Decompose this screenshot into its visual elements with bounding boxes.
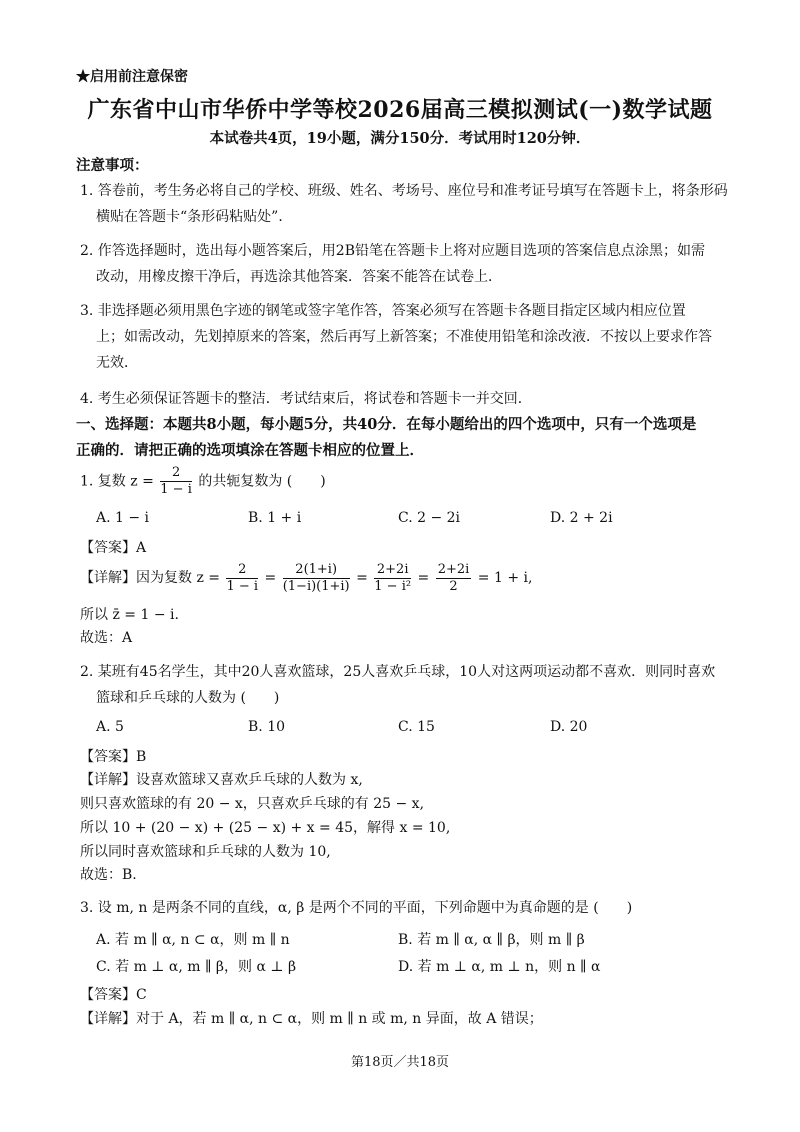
- q2-option-c: C. 15: [398, 719, 435, 735]
- notes-heading: 注意事项：: [76, 157, 149, 174]
- q1-option-d: D. 2 + 2i: [550, 510, 613, 526]
- q2-answer: 【答案】B: [80, 749, 147, 765]
- q3-option-d: D. 若 m ⊥ α, m ⊥ n，则 n ∥ α: [398, 959, 601, 975]
- question-1-post: 的共轭复数为 ( ): [198, 473, 326, 490]
- question-3-line-1: 3. 设 m, n 是两条不同的直线，α, β 是两个不同的平面，下列命题中为真命题的是 ( ): [80, 900, 633, 916]
- note-3-line-1: 3. 非选择题必须用黑色字迹的钢笔或签字笔作答，答案必须写在答题卡各题目指定区域内相应位置: [80, 303, 686, 319]
- q1-detail-fraction-1: [226, 562, 258, 595]
- equals-sign: =: [264, 570, 277, 586]
- q1-detail-fraction-3: [374, 562, 411, 595]
- note-4: 4. 考生必须保证答题卡的整洁．考试结束后，将试卷和答题卡一并交回．: [80, 391, 532, 407]
- q2-option-a: A. 5: [96, 719, 124, 735]
- q1-option-c: C. 2 − 2i: [398, 510, 461, 526]
- fraction-numerator: 2+2i: [374, 562, 411, 579]
- equals-sign: =: [417, 570, 430, 586]
- section-1-heading-line-1: 一、选择题：本题共8小题，每小题5分，共40分．在每小题给出的四个选项中，只有一个选项是: [76, 416, 697, 433]
- q2-detail-line-3: 所以 10 + (20 − x) + (25 − x) + x = 45，解得 x = 10,: [80, 820, 451, 836]
- question-2-line-2: 篮球和乒乓球的人数为 ( ): [96, 690, 280, 706]
- q1-detail-pre: 【详解】因为复数 z =: [80, 570, 221, 586]
- q2-detail-line-1: 【详解】设喜欢篮球又喜欢乒乓球的人数为 x,: [80, 772, 363, 788]
- note-2-line-2: 改动，用橡皮擦干净后，再选涂其他答案．答案不能答在试卷上．: [96, 269, 502, 285]
- section-1-heading-line-2: 正确的．请把正确的选项填涂在答题卡相应的位置上．: [76, 442, 424, 459]
- fraction-numerator: 2: [160, 465, 192, 482]
- q1-detail-line-2: 所以 z̄ = 1 − i.: [80, 607, 179, 623]
- confidential-label: ★启用前注意保密: [76, 69, 188, 85]
- page-subtitle: 本试卷共4页，19小题，满分150分．考试用时120分钟．: [209, 130, 591, 147]
- question-1-fraction: [160, 465, 192, 498]
- q3-answer: 【答案】C: [80, 987, 147, 1003]
- q1-detail-fraction-2: [283, 562, 350, 595]
- question-1: [80, 465, 326, 498]
- question-1-pre: 1. 复数 z =: [80, 473, 154, 490]
- note-3-line-2: 上；如需改动，先划掉原来的答案，然后再写上新答案；不准使用铅笔和涂改液．不按以上要求作答: [96, 329, 712, 345]
- q1-option-a: A. 1 − i: [96, 510, 150, 526]
- q2-option-b: B. 10: [248, 719, 286, 735]
- question-2-line-1: 2. 某班有45名学生，其中20人喜欢篮球，25人喜欢乒乓球，10人对这两项运动都不喜欢．则同时喜欢: [80, 664, 716, 680]
- fraction-denominator: 1 − i: [226, 578, 259, 594]
- equals-sign: =: [356, 570, 368, 586]
- q1-detail-fraction-4: [436, 562, 472, 595]
- note-1-line-2: 横贴在答题卡“条形码粘贴处”．: [96, 209, 293, 225]
- fraction-denominator: 1 − i²: [374, 578, 412, 594]
- q2-detail-line-5: 故选：B.: [80, 867, 137, 883]
- fraction-denominator: 2: [449, 578, 458, 594]
- fraction-denominator: (1−i)(1+i): [282, 578, 350, 594]
- q2-option-d: D. 20: [550, 719, 588, 735]
- fraction-numerator: 2: [226, 562, 258, 579]
- q1-detail-post: = 1 + i,: [477, 570, 533, 586]
- q1-detail-line-3: 故选：A: [80, 630, 133, 646]
- q2-detail-line-2: 则只喜欢篮球的有 20 − x，只喜欢乒乓球的有 25 − x,: [80, 796, 425, 812]
- fraction-numerator: 2+2i: [437, 561, 470, 577]
- q1-answer: 【答案】A: [80, 540, 147, 556]
- fraction-denominator: 1 − i: [160, 482, 192, 497]
- q2-detail-line-4: 所以同时喜欢篮球和乒乓球的人数为 10,: [80, 844, 331, 860]
- note-3-line-3: 无效．: [96, 355, 138, 371]
- fraction-numerator: 2(1+i): [283, 562, 350, 579]
- note-1-line-1: 1. 答卷前，考生务必将自己的学校、班级、姓名、考场号、座位号和准考证号填写在答题卡上，将条形码: [80, 183, 728, 199]
- page-title: 广东省中山市华侨中学等校2026届高三模拟测试(一)数学试题: [87, 97, 713, 123]
- q3-detail-line-1: 【详解】对于 A，若 m ∥ α, n ⊂ α，则 m ∥ n 或 m, n 异面，故 A 错误；: [80, 1011, 543, 1027]
- q3-option-c: C. 若 m ⊥ α, m ∥ β，则 α ⊥ β: [96, 959, 297, 975]
- q1-option-b: B. 1 + i: [248, 510, 302, 526]
- q1-detail-line-1: [80, 561, 532, 595]
- page-footer: 第18页／共18页: [350, 1055, 450, 1070]
- q3-option-b: B. 若 m ∥ α, α ∥ β，则 m ∥ β: [398, 932, 585, 948]
- note-2-line-1: 2. 作答选择题时，选出每小题答案后，用2B铅笔在答题卡上将对应题目选项的答案信息点涂黑；如需: [80, 243, 706, 259]
- q3-option-a: A. 若 m ∥ α, n ⊂ α，则 m ∥ n: [96, 932, 290, 948]
